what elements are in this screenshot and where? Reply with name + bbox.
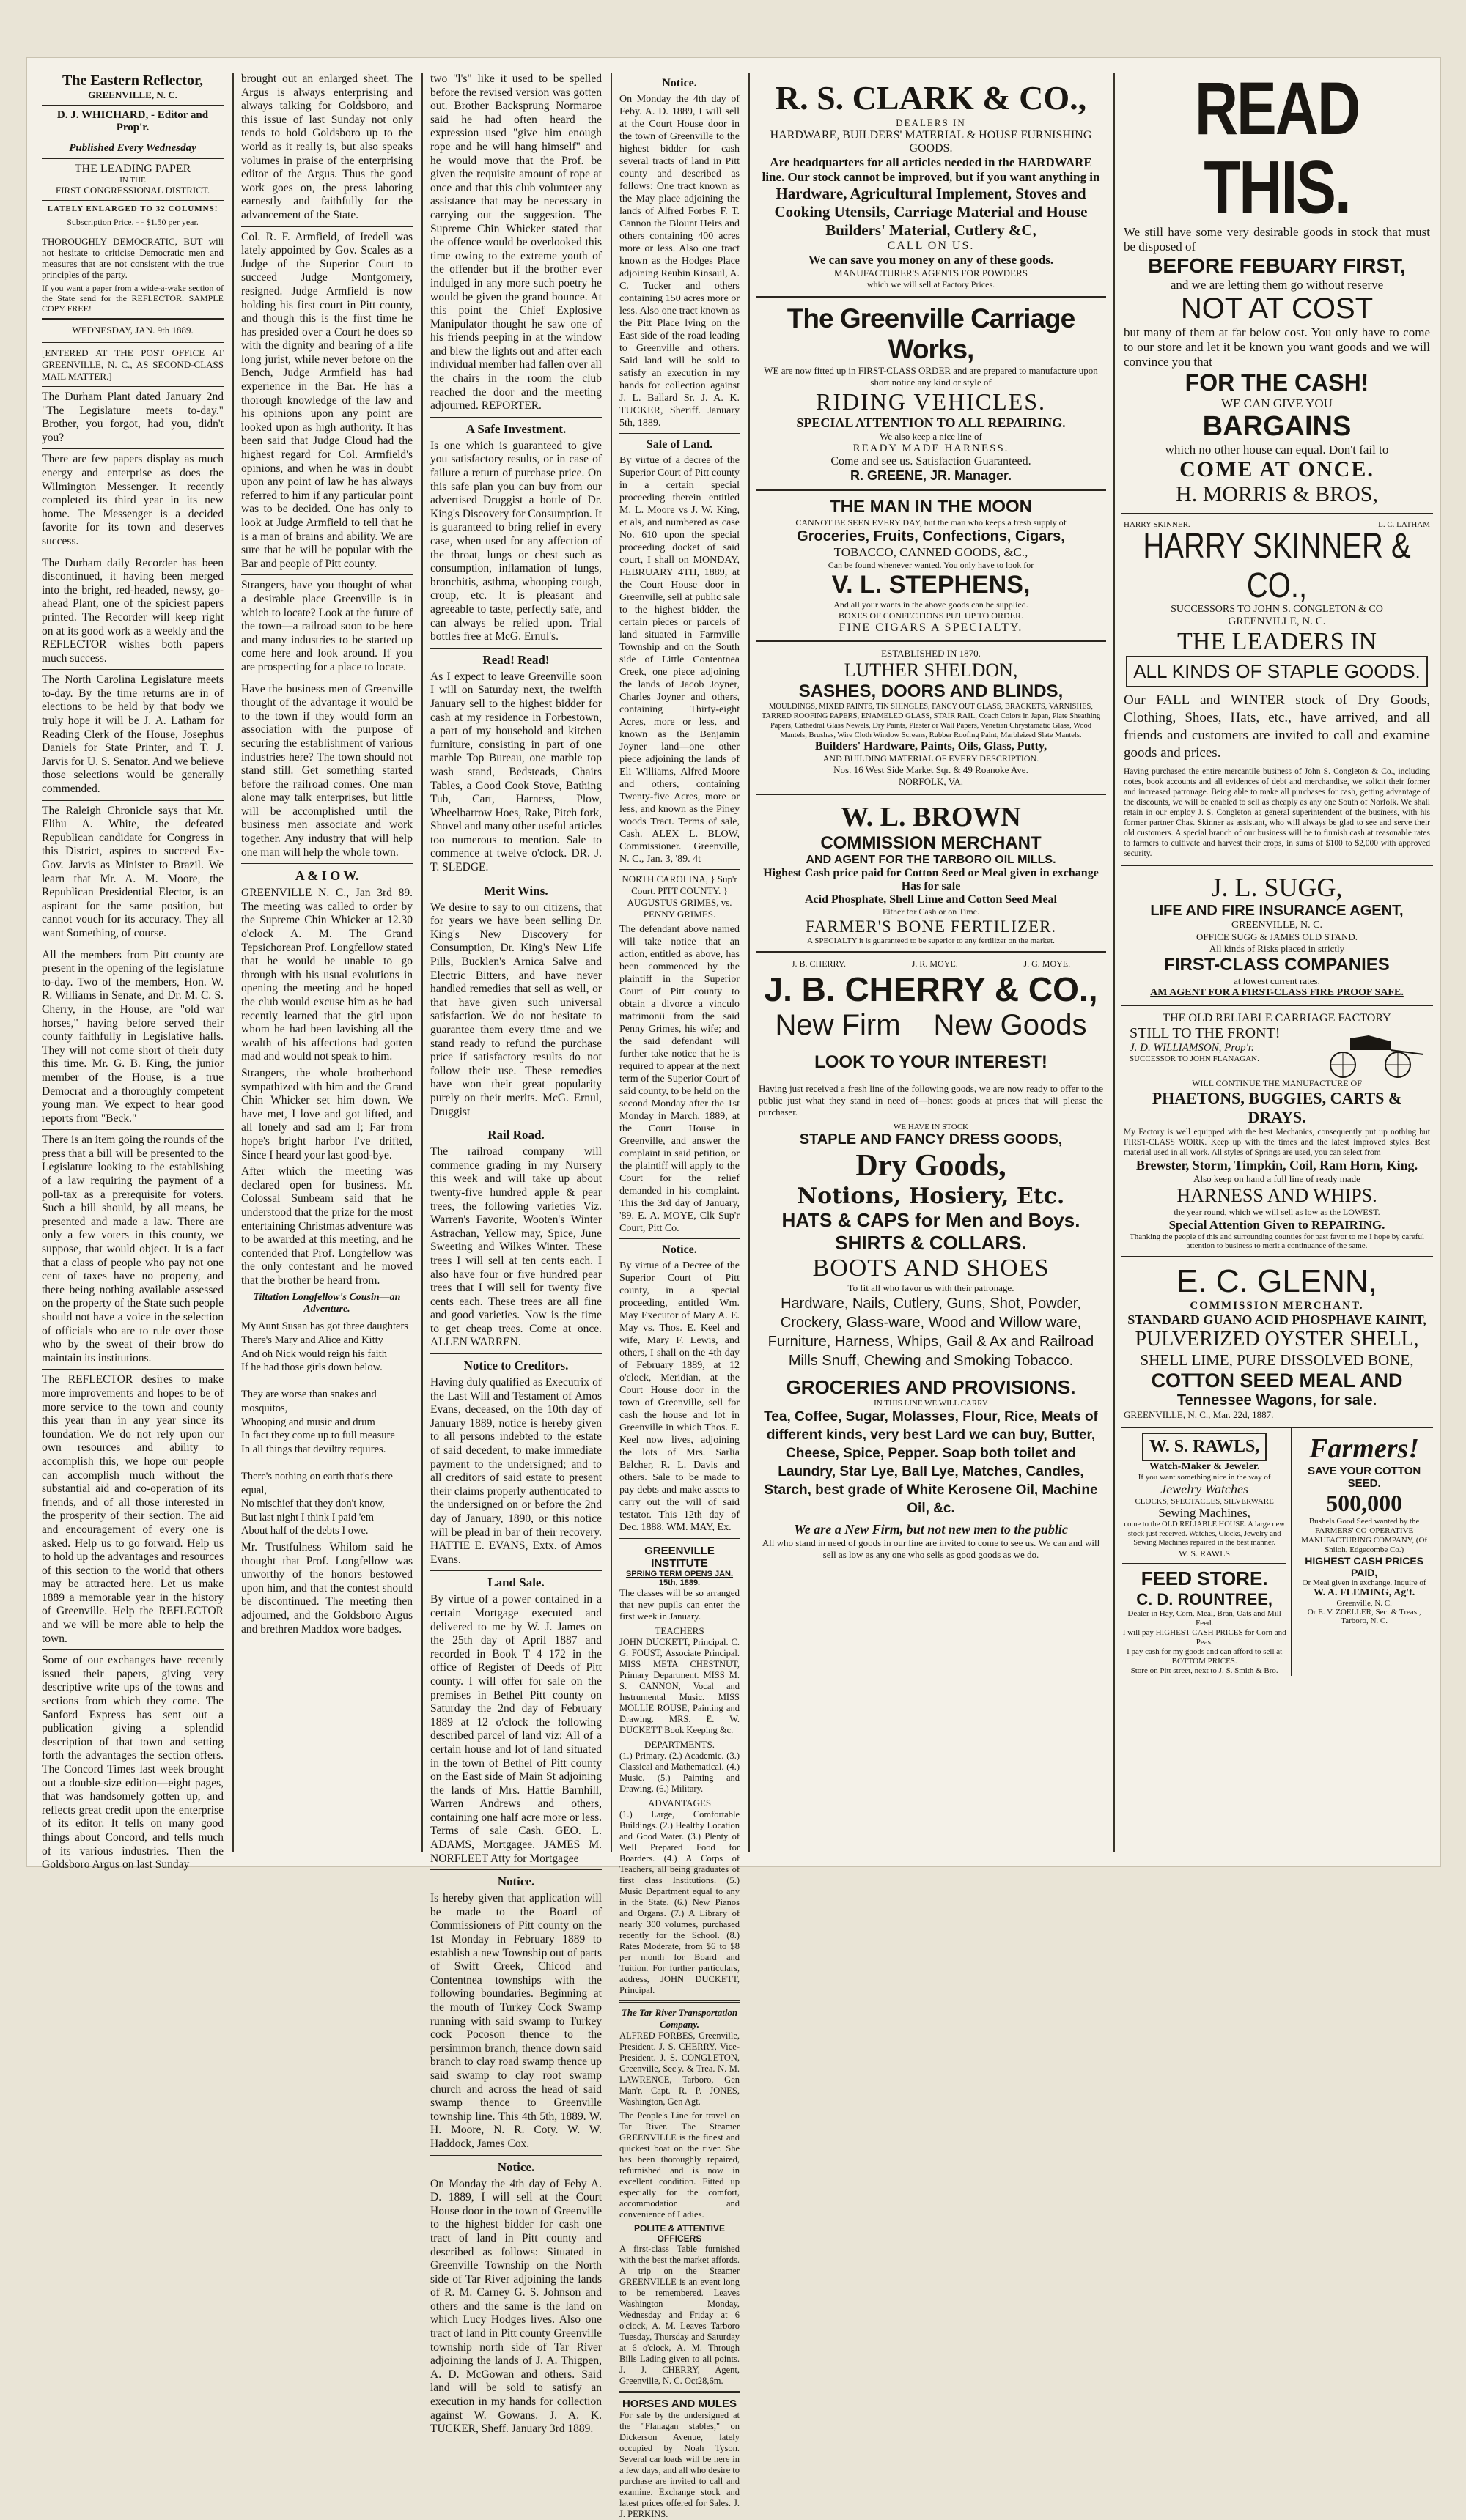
- ad-wl-brown: [756, 795, 1106, 953]
- read-line: and we are letting them go without reserve: [1170, 278, 1384, 292]
- editorial-paragraph: The Raleigh Chronicle says that Mr. Elihu A. White, the defeated Republican candidate for Congress in this District, aspires to succeed Ex-Gov. Jarvis as Minister to Brazil. We learn that Mr. A. M. Moore, the Republican Presidential Elector, is an aspirant for the same position, but cannot vouch for its accuracy. They all want Something, of course.: [42, 804, 224, 939]
- aiow-paragraph: After which the meeting was declared open for business. Mr. Colossal Sunbeam said that he understood that the prize for the most entertaining Christmas adventure was to be awarded at this meeting, and he contended that Prof. Longfellow was the only contestant and he moved that the brother be heard from.: [241, 1165, 413, 1287]
- column-1: [37, 73, 228, 1871]
- subscription-price: Subscription Price. - - $1.50 per year.: [67, 217, 199, 227]
- court-caption: NORTH CAROLINA, } Sup'r Court. PITT COUNTY. } AUGUSTUS GRIMES, vs. PENNY GRIMES.: [622, 873, 737, 920]
- advantages-heading: ADVANTAGES: [647, 1797, 712, 1808]
- divider: [42, 1129, 224, 1130]
- ad-rs-clark: [756, 73, 1106, 298]
- factory-line: PHAETONS, BUGGIES, CARTS & DRAYS.: [1152, 1089, 1402, 1126]
- moon-line: TOBACCO, CANNED GOODS, &C.,: [833, 545, 1028, 559]
- clark-line: We can save you money on any of these goods.: [808, 253, 1054, 267]
- divider: [430, 1869, 602, 1870]
- notice-paragraph: As I expect to leave Greenville soon I will on Saturday next, the twelfth January sell to the highest bidder for cash at my residence in Forbestown, a part of my household and kitchen furniture, consisting in part of one marble Top Bureau, one marble top wash stand, Bedsteads, Chairs Tables, a Good Cook Stove, Bathing Tub, Cart, Harness, Plow, Wheelbarrow Hoes, Rake, Pitch fork, Shovel and many other useful articles too numerous to mention. Sale to commence at twelve o'clock. DR. J. T. SLEDGE.: [430, 670, 602, 874]
- sheldon-est: ESTABLISHED IN 1870.: [881, 648, 981, 659]
- clark-line: CALL ON US.: [887, 240, 975, 252]
- sheldon-line: Nos. 16 West Side Market Sqr. & 49 Roanoke Ave.: [833, 764, 1028, 775]
- aiow-paragraph: GREENVILLE N. C., Jan 3rd 89. The meeting was called to order by the Supreme Chin Whicker at 12.30 o'clock A. M. The Grand Tepsichorean Prof. Longfellow stated that he would be unable to go through with his usual evolutions in opening the meeting and he hoped the club would excuse him as he had recently learned that the girl upon whom he had been lavishing all the wealth of his affections had gotten mad and would not speak to him.: [241, 887, 413, 1063]
- divider: [619, 2000, 740, 2003]
- read-line: FOR THE CASH!: [1185, 369, 1369, 396]
- divider: [619, 869, 740, 870]
- brown-line: Either for Cash or on Time.: [883, 906, 979, 917]
- brown-line: A SPECIALTY it is guaranteed to be superior to any fertilizer on the market.: [807, 936, 1055, 945]
- tar-river-text: A first-class Table furnished with the best the market affords. A trip on the Steamer GREENVILLE is an event long to be remembered. Leaves Washington Monday, Wednesday and Friday at 6 o'clock, A. M. Leaves Tarboro Tuesday, Thursday and Saturday at 6 o'clock, A. M. Through Bills Lading given to all points. J. J. CHERRY, Agent, Greenville, N. C. Oct28,6m.: [619, 2244, 740, 2386]
- cherry-line: All who stand in need of goods in our line are invited to come to see us. We can and will sell as low as any one who sells as good goods as we do.: [762, 1537, 1100, 1560]
- carriage-name: The Greenville Carriage Works,: [787, 303, 1075, 364]
- farmers-line: Bushels Good Seed wanted by the FARMERS' CO-OPERATIVE MANUFACTURING COMPANY, (Of Shiloh, Edgecombe Co.): [1301, 1517, 1428, 1554]
- clark-name: R. S. CLARK & CO.,: [775, 79, 1087, 117]
- policy-notice: THOROUGHLY DEMOCRATIC, BUT will not hesitate to criticise Democratic men and measures that are not consistent with the true principles of the party.: [42, 236, 224, 280]
- clark-line: HARDWARE, BUILDERS' MATERIAL & HOUSE FURNISHING GOODS.: [770, 129, 1092, 155]
- glenn-line: STANDARD GUANO ACID PHOSPHAVE KAINIT,: [1127, 1312, 1426, 1327]
- sugg-line: AM AGENT FOR A FIRST-CLASS FIRE PROOF SAFE.: [1150, 987, 1404, 998]
- ad-read-this: [1121, 67, 1433, 514]
- bottom-ads: [1121, 1428, 1433, 1676]
- buggy-illustration-icon: [1317, 1028, 1427, 1079]
- ad-ws-rawls: [1121, 1428, 1292, 1676]
- ad-man-in-moon: [756, 491, 1106, 642]
- divider: [430, 2155, 602, 2156]
- masthead-place: GREENVILLE, N. C.: [88, 89, 177, 100]
- rawls-line: If you want something nice in the way of: [1138, 1473, 1271, 1482]
- farmers-line: SAVE YOUR COTTON SEED.: [1308, 1465, 1421, 1490]
- cherry-line: SHIRTS & COLLARS.: [835, 1232, 1027, 1254]
- feed-line: Dealer in Hay, Corn, Meal, Bran, Oats and Mill Feed.: [1127, 1608, 1281, 1627]
- divider: [42, 1649, 224, 1650]
- feed-line: I pay cash for my goods and can afford to sell at BOTTOM PRICES.: [1127, 1647, 1283, 1666]
- heading-notice: Notice.: [662, 1244, 697, 1256]
- clark-line: Are headquarters for all articles needed in the HARDWARE line. Our stock cannot be improved, but if you want anything in: [762, 155, 1100, 184]
- skinner-staple-goods: ALL KINDS OF STAPLE GOODS.: [1126, 656, 1428, 687]
- carriage-line: Come and see us. Satisfaction Guaranteed.: [830, 455, 1031, 468]
- tar-river-officers: ALFRED FORBES, Greenville, President. J. S. CHERRY, Vice-President. J. S. CONGLETON, Greenville, Sec'y. & Trea. N. M. LAWRENCE, Tarboro, Gen Man'r. Capt. R. P. JONES, Washington, Gen Agt.: [619, 2031, 740, 2107]
- issue-date: WEDNESDAY, JAN. 9th 1889.: [72, 325, 194, 336]
- brown-line: COMMISSION MERCHANT: [820, 833, 1042, 853]
- read-line: BARGAINS: [1202, 411, 1352, 442]
- rawls-line: W. S. RAWLS: [1179, 1548, 1231, 1559]
- divider: [241, 863, 413, 864]
- rawls-line: CLOCKS, SPECTACLES, SILVERWARE: [1135, 1497, 1274, 1506]
- ad-carriage-factory: [1121, 1006, 1433, 1257]
- partner-name: HARRY SKINNER.: [1124, 520, 1190, 529]
- cherry-line: Hardware, Nails, Cutlery, Guns, Shot, Powder, Crockery, Glass-ware, Wood and Willow ware, Furniture, Harness, Whips, Gail & Ax and Railroad Mills Snuff, Chewing and Smoking Tobacco.: [767, 1296, 1094, 1369]
- departments-list: (1.) Primary. (2.) Academic. (3.) Classical and Mathematical. (4.) Music. (5.) Painting and Drawing. (6.) Military.: [619, 1751, 740, 1794]
- sugg-line: LIFE AND FIRE INSURANCE AGENT,: [1150, 903, 1404, 919]
- heading-rail-road: Rail Road.: [487, 1128, 545, 1142]
- ad-luther-sheldon: [756, 642, 1106, 795]
- moon-stephens: V. L. STEPHENS,: [831, 571, 1031, 599]
- moon-line: BOXES OF CONFECTIONS PUT UP TO ORDER.: [839, 610, 1023, 621]
- feed-line: I will pay HIGHEST CASH PRICES for Corn and Peas.: [1122, 1627, 1286, 1647]
- divider: [241, 226, 413, 227]
- divider: [430, 1353, 602, 1354]
- ad-farmers: [1292, 1428, 1433, 1676]
- poem-title: Tiltation Longfellow's Cousin—an Adventure.: [253, 1292, 401, 1315]
- divider: [619, 1538, 740, 1540]
- factory-line: STILL TO THE FRONT!: [1130, 1025, 1281, 1041]
- moon-name: THE MAN IN THE MOON: [830, 497, 1032, 517]
- clark-line: MANUFACTURER'S AGENTS FOR POWDERS: [834, 267, 1028, 278]
- editorial-paragraph: The REFLECTOR desires to make more improvements and hopes to be of more service to the town and county this year than in any year since its foundation. We do not rely upon our own resources and ability to accomplish this, we hope our people can accomplish much without the substantial aid and co-operation of its friends, and of all those interested in the prosperity of their section. The aid and encouragement of every one is asked. Help us to go forward. Help us to hold up the advantages and resources of this section to the world that others may be attracted here. Let us make 1889 a memorable year in the history of Greenville. Help the REFLECTOR and we will be more able to help the town.: [42, 1373, 224, 1645]
- sheldon-line: MOULDINGS, MIXED PAINTS, TIN SHINGLES, FANCY OUT GLASS, BRACKETS, VARNISHES, TARRED ROOFING PAPERS, ENAMELED GLASS, STAIR RAIL, Coach Colors in Japan, Plate Sheathing Papers, Cathedral Glass Newels, Dry Paints, Plaster or Wall Papers, Venetian Chrystamatic Glass, Wood Mantels, Brushes, Wire Cloth Window Screens, Rubber Roofing Paint, Marbleized Slate Mantels.: [761, 703, 1101, 739]
- glenn-line: GREENVILLE, N. C., Mar. 22d, 1887.: [1124, 1409, 1274, 1420]
- divider: [42, 448, 224, 449]
- carriage-line: READY MADE HARNESS.: [852, 443, 1009, 454]
- notice-paragraph: We desire to say to our citizens, that for years we have been selling Dr. King's New Discovery for Consumption, Dr. King's New Life Pills, Bucklen's Arnica Salve and Electric Bitters, and have never handled remedies that sell as well, or that have given such universal satisfaction. We do not hesitate to guarantee them every time and we stand ready to refund the purchase price if satisfactory results do not follow their use. These remedies have won their great popularity purely on their merits. McG. Ernul, Druggist: [430, 901, 602, 1118]
- cherry-line: Tea, Coffee, Sugar, Molasses, Flour, Rice, Meats of different kinds, very best Lard we can buy, Butter, Cheese, Spice, Pepper. Soap both toilet and Laundry, Star Lye, Ball Lye, Matches, Candles, Starch, best grade of White Kerosene Oil, Machine Oil, &c.: [764, 1409, 1098, 1516]
- ad-ec-glenn: [1121, 1257, 1433, 1428]
- column-6: [1118, 67, 1436, 1852]
- column-3: [426, 73, 606, 2436]
- notice-paragraph: By virtue of a decree of the Superior Court of Pitt county in a certain special proceeding therein entitled M. L. Moore vs J. W. King, et als, and numbered as case No. 610 upon the special proceeding docket of said court, I shall on MONDAY, FEBRUARY 4TH, 1889, at the Court House door in Greenville, sell at public sale to the highest bidder, the certain pieces or parcels of land situated in Farmville Township and on the South side of Little Contentnea Creek, one piece adjoining the lands of Jacob Joyner, Charles Joyner and others, containing Thirty-eight Acres, more or less, and known as the Benjamin Joyner land—one other piece adjoining the lands of Eli Williams, Alfred Moore and others, containing Twenty-five Acres, more or less, and known as the Piney woods Tract. Terms of sale, Cash. ALEX L. BLOW, Commissioner. Greenville, N. C., Jan. 3, '89. 4t: [619, 455, 740, 865]
- factory-line: the year round, which we will sell as low as the LOWEST.: [1174, 1207, 1380, 1217]
- divider: [619, 433, 740, 434]
- factory-line: WILL CONTINUE THE MANUFACTURE OF: [1192, 1078, 1362, 1088]
- clark-line: Hardware, Agricultural Implement, Stoves and Cooking Utensils, Carriage Material and House Builders' Material, Cutlery &C,: [774, 185, 1088, 239]
- feed-line: Store on Pitt street, next to J. S. Smith & Bro.: [1130, 1666, 1278, 1675]
- glenn-line: COTTON SEED MEAL AND: [1151, 1370, 1403, 1392]
- divider: [1122, 1563, 1286, 1564]
- brown-name: W. L. BROWN: [841, 802, 1021, 832]
- divider: [430, 648, 602, 649]
- cherry-partners: [759, 958, 1103, 969]
- divider: [42, 158, 224, 159]
- skinner-line: Having purchased the entire mercantile business of John S. Congleton & Co., including notes, book accounts and all evidences of debt and merchandise, we solicit their former and increased patronage. Being able to make all purchases for cash, getting advantage of the discounts, we will be enabled to sell as cheaply as any one South of Norfolk. We shall retain in our employ J. S. Congleton as general superintendent of the business, with his former partner Chas. Skinner as assistant, who will always be glad to see and serve their old customers. A special branch of our business will be to furnish cash at reasonable rates to farmers to cultivate and harvest their crops, in sums of $100 to $2,000 with approved security.: [1124, 767, 1430, 858]
- sheldon-line: SASHES, DOORS AND BLINDS,: [798, 681, 1064, 701]
- cherry-line: We are a New Firm, but not new men to the public: [794, 1522, 1068, 1537]
- read-this-heading: READ THIS.: [1194, 67, 1360, 229]
- cherry-dry-goods: Dry Goods,: [855, 1149, 1006, 1183]
- advantages-list: (1.) Large, Comfortable Buildings. (2.) Healthy Location and Good Water. (3.) Plenty of Well Prepared Food for Boarders. (4.) A Corps of Teachers, all being graduates of first class Institutions. (5.) Music Department equal to any in the State. (6.) New Pianos and Organs. (7.) A Library of nearly 300 volumes, purchased recently for the School. (8.) Rates Moderate, from $6 to $8 per month for Board and Tuition. For further particulars, address, JOHN DUCKETT, Principal.: [619, 1809, 740, 1995]
- factory-line: HARNESS AND WHIPS.: [1176, 1185, 1377, 1206]
- divider: [42, 669, 224, 670]
- sugg-line: All kinds of Risks placed in strictly: [1209, 943, 1345, 954]
- sheldon-line: Builders' Hardware, Paints, Oils, Glass, Putty,: [814, 740, 1047, 753]
- divider: [42, 1369, 224, 1370]
- heading-notice: Notice.: [497, 1874, 535, 1889]
- farmers-line: Greenville, N. C.: [1336, 1599, 1392, 1608]
- notice-paragraph: The defendant above named will take notice that an action, entitled as above, has been commenced by the plaintiff in the Superior Court of Pitt county to obtain a divorce a vinculo matrimonii from the said Penny Grimes, his wife; and the said defendant will further take notice that he is required to appear at the next term of the Superior Court of said county, to be held on the second Monday after the 1st Monday in March, 1889, at the Court House in Greenville, and answer the complaint in said petition, or the plaintiff will apply to the Court for the relief demanded in his complaint. This the 3rd day of January, '89. E. A. MOYE, Clk Sup'r Court, Pitt Co.: [619, 924, 740, 1234]
- cherry-name: J. B. CHERRY & CO.,: [764, 970, 1098, 1008]
- column-rule: [1113, 73, 1115, 1852]
- factory-line: SUCCESSOR TO JOHN FLANAGAN.: [1130, 1054, 1259, 1063]
- notice-paragraph: By virtue of a power contained in a certain Mortgage executed and delivered to me by W. J. James on the 25th day of April 1887 and recorded in Book T 4 172 in the office of Register of Deeds of Pitt county. I will offer for sale on the premises in Bethel Pitt county on Saturday the 2nd day of February 1889 at 12 o'clock the following described parcel of land viz: All of a certain house and lot of land situated in the town of Bethel of Pitt county on the East side of Main St adjoining the lands of Mrs. Hattie Barnhill, Warren Andrews and others, containing one half acre more or less. Terms of sale Cash. GEO. L. ADAMS, Mortgagee. JAMES M. NORFLEET Atty for Mortgagee: [430, 1593, 602, 1865]
- partner-name: J. B. CHERRY.: [791, 958, 846, 969]
- masthead-schedule: Published Every Wednesday: [69, 142, 196, 154]
- editorial-paragraph: The North Carolina Legislature meets to-day. By the time returns are in of elections to be held by that body we truly hope it will be J. A. Latham for Reading Clerk of the House, Josephus Daniels for State Printer, and T. J. Jarvis for U. S. Senator. And we believe those selections would be generally commended.: [42, 673, 224, 796]
- brown-line: Acid Phosphate, Shell Lime and Cotton Seed Meal: [804, 893, 1057, 906]
- feed-store-heading: FEED STORE.: [1141, 1567, 1268, 1589]
- cherry-line: IN THIS LINE WE WILL CARRY: [874, 1399, 988, 1408]
- editorial-paragraph: There are few papers display as much energy and enterprise as does the Wilmington Messenger. It recently completed its third year in its new home. The Messenger is a decided favorite for its town and deserves success.: [42, 453, 224, 547]
- brown-line: Highest Cash price paid for Cotton Seed or Meal given in exchange Has for sale: [763, 867, 1099, 893]
- notice-paragraph: Is one which is guaranteed to give you satisfactory results, or in case of failure a return of purchase price. On this safe plan you can buy from our advertised Druggist a bottle of Dr. King's Discovery for Consumption. It is guaranteed to bring relief in every case, when used for any affection of the throat, lungs or chest such as consumption, inflamation of lungs, bronchitis, asthma, whooping cough, croup, etc. It is pleasant and agreeable to taste, perfectly safe, and can always be relied upon. Trial bottles free at McG. Ernul's.: [430, 439, 602, 643]
- tar-river-heading: The Tar River Transportation Company.: [621, 2007, 738, 2030]
- article-paragraph: two "l's" like it used to be spelled before the revised version was gotten out. Brother Backsprung Normaroe said he had often heard the expression used "give him enough rope and he will hang himself" and he would move that the Prof. be given the requisite amount of rope at once and that this club volunteer any assistance that may be necessary in carrying out the suggestion. The Supreme Chin Whicker stated that the offence would be overlooked this time owing to the extreme youth of the offender but if the brother ever indulged in any more such poetry he would be given the grand bounce. At this point the Chief Explosive Manipulator thought he saw one of his friends peeping in at the window and blew the lights out and after each individual member had fallen over all the chairs in the room the club reached the door and the meeting adjourned. REPORTER.: [430, 73, 602, 413]
- sample-offer: If you want a paper from a wide-a-wake section of the State send for the REFLECTOR. SAMPLE COPY FREE!: [42, 283, 224, 314]
- carriage-line: RIDING VEHICLES.: [815, 388, 1047, 415]
- heading-safe-investment: A Safe Investment.: [465, 421, 567, 436]
- read-line: BEFORE FEBUARY FIRST,: [1148, 254, 1406, 277]
- moon-line: And all your wants in the above goods can be supplied.: [833, 599, 1028, 610]
- cherry-line: WE HAVE IN STOCK: [894, 1123, 968, 1131]
- ad-jl-sugg: [1121, 866, 1433, 1006]
- read-line: which no other house can equal. Don't fail to: [1165, 443, 1389, 457]
- factory-line: Also keep on hand a full line of ready made: [1193, 1173, 1360, 1184]
- moon-line: Can be found whenever wanted. You only have to look for: [828, 560, 1034, 570]
- divider: [241, 574, 413, 575]
- tagline-2: IN THE: [119, 176, 146, 185]
- divider: [430, 1570, 602, 1571]
- brown-line: FARMER'S BONE FERTILIZER.: [805, 917, 1057, 936]
- heading-merit-wins: Merit Wins.: [484, 883, 548, 898]
- institute-term: SPRING TERM OPENS JAN. 15th, 1889.: [625, 1570, 734, 1587]
- cherry-look: LOOK TO YOUR INTEREST!: [814, 1052, 1047, 1072]
- divider: [430, 417, 602, 418]
- article-paragraph: brought out an enlarged sheet. The Argus is always enterprising and always talking for Goldsboro, and this issue of last Sunday not only tends to hold Goldsboro up to the world as it really is, but also speaks volumes in praise of the enterprising editor of the Argus. Thus the good work goes on, the press laboring earnestly and faithfully for the advancement of the State.: [241, 73, 413, 221]
- farmers-line: 500,000: [1326, 1490, 1403, 1516]
- factory-line: Special Attention Given to REPAIRING.: [1168, 1218, 1385, 1232]
- editorial-paragraph: The Durham Plant dated January 2nd "The Legislature meets to-day." Brother, you forgot, had you, didn't you?: [42, 391, 224, 444]
- divider: [42, 386, 224, 387]
- ad-jb-cherry: [756, 953, 1106, 1567]
- article-paragraph: Col. R. F. Armfield, of Iredell was lately appointed by Gov. Scales as a Judge of the Superior Court to succeed Judge Montgomery, resigned. Judge Armfield is now holding his first court in Pitt county, and though this is the first time he has presided over a Court he does so with the dignity and bearing of a life long jurist, while never before on the Bench, Judge Armfield has had experience in the Bar. He has a thorough knowledge of the law and his opinions upon any point are looked upon as high authority. It has been said that Judge Cloud had the highest regard for Col. Armfield's opinions, and when he was in doubt upon any point of law he has always referred to him if any particular point was to be decided. One has only to look at Judge Armfield to tell that he is a man of brains and ability. We are sure that he will be popular with the Bar and people of Pitt county.: [241, 230, 413, 570]
- sheldon-name: LUTHER SHELDON,: [844, 659, 1018, 681]
- sheldon-line: NORFOLK, VA.: [898, 776, 963, 787]
- glenn-line: COMMISSION MERCHANT.: [1190, 1300, 1364, 1312]
- heading-notice-creditors: Notice to Creditors.: [463, 1359, 569, 1373]
- farmers-line: Or E. V. ZOELLER, Sec. & Treas., Tarboro, N. C.: [1307, 1608, 1421, 1625]
- tar-river-subheading: POLITE & ATTENTIVE OFFICERS: [633, 2223, 725, 2244]
- moon-line: FINE CIGARS A SPECIALTY.: [839, 621, 1023, 634]
- farmers-line: HIGHEST CASH PRICES PAID,: [1305, 1555, 1424, 1578]
- read-line: We still have some very desirable goods in stock that must be disposed of: [1124, 225, 1430, 254]
- tagline-3: FIRST CONGRESSIONAL DISTRICT.: [55, 185, 210, 196]
- rawls-line: come to the OLD RELIABLE HOUSE. A large new stock just received. Watches, Clocks, Jewelry and Sewing Machines repaired in the best manner.: [1124, 1521, 1285, 1547]
- rawls-name: W. S. RAWLS,: [1142, 1433, 1267, 1461]
- read-line: H. MORRIS & BROS,: [1176, 482, 1378, 506]
- newspaper-page: [26, 57, 1441, 2519]
- cherry-line: GROCERIES AND PROVISIONS.: [786, 1376, 1076, 1398]
- read-line: NOT AT COST: [1180, 292, 1374, 325]
- cherry-line: Having just received a fresh line of the following goods, we are now ready to offer to the public just what they stand in need of—honest goods at prices that will please the purchaser.: [759, 1083, 1103, 1117]
- institute-heading: GREENVILLE INSTITUTE: [644, 1545, 715, 1570]
- farmers-line: W. A. FLEMING, Ag't.: [1313, 1587, 1415, 1598]
- carriage-line: R. GREENE, JR. Manager.: [850, 468, 1012, 483]
- column-rule: [232, 73, 234, 1852]
- sheldon-line: AND BUILDING MATERIAL OF EVERY DESCRIPTION.: [822, 753, 1039, 764]
- aiow-heading: A & I O W.: [295, 868, 359, 884]
- article-paragraph: Have the business men of Greenville thought of the advantage it would be to the town if they would form an association with the purpose of securing the establishment of various industries here? The town should not stand still. Get something started before the railroad comes. One man alone may talk enterprises, but little will be accomplished until the business men associate and work together. Any industry that will help one man will help the whole town.: [241, 682, 413, 859]
- teachers-heading: TEACHERS: [655, 1625, 704, 1636]
- aiow-paragraph: Strangers, the whole brotherhood sympathized with him and the Grand Chin Whicker set him down. We have met, I love and got lifted, and all lonely and sad am I; Far from hope's bright harbor I've drifted, Since I heard your last good-bye.: [241, 1066, 413, 1161]
- new-goods: New Goods: [933, 1009, 1087, 1041]
- clark-line: which we will sell at Factory Prices.: [866, 279, 995, 289]
- masthead-editor: D. J. WHICHARD, - Editor and Prop'r.: [56, 109, 209, 133]
- carriage-line: We also keep a nice line of: [880, 431, 982, 442]
- skinner-line: SUCCESSORS TO JOHN S. CONGLETON & CO: [1171, 604, 1383, 615]
- rawls-line: Jewelry Watches: [1160, 1482, 1249, 1496]
- cherry-line: HATS & CAPS for Men and Boys.: [781, 1209, 1080, 1231]
- read-line: COME AT ONCE.: [1179, 457, 1374, 481]
- moon-line: CANNOT BE SEEN EVERY DAY, but the man who keeps a fresh supply of: [795, 517, 1067, 528]
- skinner-line: THE LEADERS IN: [1177, 628, 1377, 655]
- glenn-name: E. C. GLENN,: [1176, 1263, 1377, 1299]
- column-rule: [748, 73, 750, 1852]
- masthead-title: The Eastern Reflector,: [62, 73, 203, 89]
- cherry-line: Notions, Hosiery, Etc.: [797, 1183, 1065, 1209]
- editorial-paragraph: Some of our exchanges have recently issued their papers, giving very descriptive write ups of the towns and sections from which they come. The Sanford Express has sent out a publication giving a splendid description of that town and setting forth the advantages the section offers. The Concord Times last week brought out a double-size edition—eight pages, that was handsomely gotten up, and reflects great credit upon the enterprise of its editor. It tells on many good things about Concord, and tells much of its various industries. Then the Goldsboro Argus on last Sunday: [42, 1654, 224, 1871]
- editorial-paragraph: All the members from Pitt county are present in the opening of the legislature to-day. Two of the members, Hon. W. R. Williams in Senate, and Dr. M. C. S. Cherry, in the House, are "old war horses," having before served their county faithfully in Legislative halls. They will not come short of their duty this time. Mr. G. B. King, the junior member of the House, is a true Democrat and a thoroughly competent young man. We expect to hear good reports from "Beck.": [42, 948, 224, 1125]
- notice-paragraph: Having duly qualified as Executrix of the Last Will and Testament of Amos Evans, deceased, on the 10th day of January 1889, notice is hereby given to all persons indebted to the estate of said decedent, to make immediate payment to the undersigned; and to all creditors of said estate to present their claims properly authenticated to the undersigned on or before the 2nd day of January, 1890, or this notice will be plead in bar of their recovery. HATTIE E. EVANS, Extx. of Amos Evans.: [430, 1376, 602, 1566]
- notice-paragraph: Is hereby given that application will be made to the Board of Commissioners of Pitt county on the 1st Monday in February 1889 to establish a new Township out of parts of Swift Creek, Chicod and Contentnea townships with the following boundaries. Beginning at the mouth of Turkey Cock Swamp running with said swamp to Turkey cock Pocoson thence to the persimmon branch, thence down said branch to clay road swamp thence up said swamp to clay root swamp church and across the head of said swamp thence to Greenville township line. This 4th 5th, 1889. W. H. Moore, N. R. Coty. W. W. Haddock, James Cox.: [430, 1892, 602, 2150]
- tar-river-text: The People's Line for travel on Tar River. The Steamer GREENVILLE is the finest and quickest boat on the river. She has been thoroughly repaired, refurnished and is now in excellent condition. Fitted up especially for the comfort, accommodation and convenience of Ladies.: [619, 2110, 740, 2220]
- column-4: [615, 73, 744, 2519]
- divider: [42, 341, 224, 343]
- carriage-line: WE are now fitted up in FIRST-CLASS ORDER and are prepared to manufacture upon short notice any kind or style of: [764, 365, 1098, 388]
- factory-line: J. D. WILLIAMSON, Prop'r.: [1130, 1042, 1254, 1054]
- column-rule: [421, 73, 423, 1852]
- read-line: WE CAN GIVE YOU: [1221, 396, 1333, 410]
- cherry-new: [759, 1009, 1103, 1042]
- glenn-line: Tennessee Wagons, for sale.: [1176, 1392, 1377, 1408]
- divider: [42, 200, 224, 201]
- rawls-line: Sewing Machines,: [1158, 1506, 1250, 1520]
- heading-notice: Notice.: [662, 77, 697, 89]
- factory-line: THE OLD RELIABLE CARRIAGE FACTORY: [1163, 1012, 1391, 1024]
- divider: [42, 105, 224, 106]
- feed-line: C. D. ROUNTREE,: [1136, 1589, 1273, 1608]
- heading-notice: Notice.: [497, 2159, 535, 2174]
- notice-paragraph: The railroad company will commence grading in my Nursery this week and will take up about twenty-five hundred apple & pear trees, the following varieties Viz. Warren's Favorite, Wooten's Winter Astrachan, Yellow may, Spice, June Sweeting and Wilkes Winter. These trees I will sell at ten cents each. I also have four or five hundred pear trees that I will sell for twenty five cents each. These trees are all fine and good varieties. Now is the time to get cheap trees. Come at once. ALLEN WARREN.: [430, 1145, 602, 1349]
- enlarged-notice: LATELY ENLARGED TO 32 COLUMNS!: [47, 204, 218, 213]
- divider: [619, 2391, 740, 2393]
- partner-name: J. G. MOYE.: [1023, 958, 1071, 969]
- heading-land-sale: Land Sale.: [487, 1575, 545, 1590]
- skinner-line: GREENVILLE, N. C.: [1228, 616, 1326, 627]
- moon-line: Groceries, Fruits, Confections, Cigars,: [797, 528, 1065, 544]
- partner-name: J. R. MOYE.: [911, 958, 958, 969]
- sugg-line: OFFICE SUGG & JAMES OLD STAND.: [1196, 931, 1358, 942]
- heading-read: Read! Read!: [482, 652, 550, 667]
- cherry-line: To fit all who favor us with their patronage.: [847, 1282, 1014, 1293]
- glenn-line: SHELL LIME, PURE DISSOLVED BONE,: [1140, 1351, 1414, 1369]
- factory-line: Thanking the people of this and surrounding counties for past favor to me I hope by careful attention to business to merit a continuance of the same.: [1130, 1233, 1424, 1250]
- sugg-line: GREENVILLE, N. C.: [1231, 920, 1323, 931]
- article-paragraph: Mr. Trustfulness Whilom said he thought that Prof. Longfellow was unworthy of the honors bestowed upon him, and that the contest should be discontinued. The meeting then adjourned, and the Goldsboro Argus and brethren Maddox wore badges.: [241, 1540, 413, 1636]
- skinner-name: HARRY SKINNER & CO.,: [1143, 527, 1411, 605]
- sugg-name: J. L. SUGG,: [1211, 873, 1343, 902]
- factory-line: My Factory is well equipped with the best Mechanics, consequently put up nothing but FIRST-CLASS WORK. Keep up with the times and the latest improved styles. Best material used in all work. All styles of Springs are used, you can select from: [1124, 1128, 1430, 1157]
- brown-line: AND AGENT FOR THE TARBORO OIL MILLS.: [806, 854, 1056, 866]
- cherry-line: STAPLE AND FANCY DRESS GOODS,: [799, 1131, 1063, 1148]
- sugg-line: FIRST-CLASS COMPANIES: [1164, 955, 1390, 975]
- skinner-line: Our FALL and WINTER stock of Dry Goods, Clothing, Shoes, Hats, etc., have arrived, and all friends and customers are invited to call and examine goods and prices.: [1124, 692, 1430, 761]
- cherry-line: BOOTS AND SHOES: [812, 1255, 1050, 1282]
- new-firm: New Firm: [775, 1009, 901, 1041]
- rawls-line: Watch-Maker & Jeweler.: [1149, 1461, 1260, 1472]
- editorial-paragraph: There is an item going the rounds of the press that a bill will be presented to the Legislature looking to the establishing of a law requiring the payment of a poll-tax as a prerequisite for voters. Such a bill should, by all means, be presented and made a law. There are only a few voters in this county, we suppose, that would object. It is a fact that a class of people who pay not one cent of taxes have no property, and there being nothing available assessed on the property of the State such people should not have a voice in the selection of officials who are to rule over those who by the sweat of their brow do maintain its institutions.: [42, 1134, 224, 1364]
- institute-text: The classes will be so arranged that new pupils can enter the first week in January.: [619, 1587, 740, 1622]
- article-paragraph: Strangers, have you thought of what a desirable place Greenville is in which to locate? Look at the future of the town—a railroad soon to be here and many industries to be started up come here and look around. If you are prospecting for a place to locate.: [241, 579, 413, 673]
- poem-text: My Aunt Susan has got three daughters There's Mary and Alice and Kitty And oh Nick would reign his faith If he had those girls down below. They are worse than snakes and mosquitos, Whooping and music and drum In fact they come up to full measure In all things that deviltry requires. There's nothing on earth that's there equal, No mischief that they don't know, But last night I think I paid 'em About half of the debts I owe.: [241, 1320, 408, 1537]
- notice-paragraph: On Monday the 4th day of Feby. A. D. 1889, I will sell at the Court House door in the town of Greenville to the highest bidder for cash several tracts of land in Pitt county and described as follows: One tract known as the May place adjoining the lands of Alfred Forbes F. T. Cannon the Blount Heirs and others containing 400 acres more or less. Also one tract known as the Hodges Place adjoining Reubin Kinsaul, A. C. Tucker and others containing 150 acres more or less. Also one tract known as the Pitt Place lying on the East side of the road leading to Greenville and others. Said land will be sold to satisfy an execution in my hands for collection against J. L. Ballard Sr. J. A. K. TUCKER, Sheriff. January 5th, 1889.: [619, 94, 740, 429]
- heading-sale-of-land: Sale of Land.: [646, 438, 713, 451]
- partner-name: L. C. LATHAM: [1378, 520, 1430, 529]
- sugg-line: at lowest current rates.: [1234, 975, 1320, 986]
- carriage-line: SPECIAL ATTENTION TO ALL REPAIRING.: [796, 415, 1066, 430]
- read-line: but many of them at far below cost. You only have to come to our store and let it be known you want goods and we will convince you that: [1124, 325, 1430, 369]
- notice-paragraph: By virtue of a Decree of the Superior Court of Pitt county, in a special proceeding, entitled Wm. May Executor of Mary A. E. May vs. Thos. E. Keel and wife, Mary F. Lewis, and others, I shall on the 4th day of February 1889, at 12 o'clock, Meridian, at the Court House door in the town of Greenville, sell for cash the house and lot in Greenville in which Thos. E. Keel now lives, adjoining the lots of Mrs. Sarlia Belcher, R. L. Davis and others. Sale to be made to pay debts and make assets to carry out the will of said testator. This 12th day of Dec. 1888. WM. MAY, Ex.: [619, 1260, 740, 1533]
- horses-heading: HORSES AND MULES: [622, 2398, 737, 2410]
- farmers-heading: Farmers!: [1309, 1433, 1420, 1464]
- editorial-paragraph: The Durham daily Recorder has been discontinued, it having been merged into the bright, red-headed, newsy, go-ahead Plant, one of the spiciest papers printed. The Recorder will keep right on at its good work as a weekly and the REFLECTOR wishes both papers much success.: [42, 556, 224, 665]
- divider: [619, 1238, 740, 1239]
- entered-notice: [ENTERED AT THE POST OFFICE AT GREENVILLE, N. C., AS SECOND-CLASS MAIL MATTER.]: [42, 347, 224, 382]
- notice-paragraph: On Monday the 4th day of Feby A. D. 1889, I will sell at the Court House door in the town of Greenville to the highest bidder for cash one tract of land in Pitt county and described as follows: Situated in Greenville Township on the North side of Tar River adjoining the lands of R. M. Carney G. S. Johnson and others and the same is the land on which Lucy Hodges lives. Also one tract of land in Pitt county Greenville township north side of Tar River adjoining the lands of J. A. Thigpen, A. D. McGowan and others. Said land will be sold to satisfy an execution in my hands for collection against W. Gowans. J. A. K. TUCKER, Sheff. January 3rd 1889.: [430, 2177, 602, 2436]
- column-rule: [611, 73, 612, 1852]
- tagline-1: THE LEADING PAPER: [74, 163, 191, 175]
- glenn-line: PULVERIZED OYSTER SHELL,: [1135, 1328, 1419, 1350]
- divider: [42, 318, 224, 320]
- divider: [42, 800, 224, 801]
- ad-carriage-works: [756, 298, 1106, 491]
- teachers-list: JOHN DUCKETT, Principal. C. G. FOUST, Associate Principal. MISS META CHESTNUT, Primary Department. MISS M. S. CANNON, Vocal and Instrumental Music. MISS MOLLIE ROUSE, Painting and Drawing. MRS. E. W. DUCKETT Book Keeping &c.: [619, 1637, 740, 1735]
- column-5: [753, 73, 1109, 1852]
- column-2: [237, 73, 417, 1852]
- farmers-line: Or Meal given in exchange. Inquire of: [1302, 1578, 1426, 1587]
- horses-text: For sale by the undersigned at the "Flanagan stables," on Dickerson Avenue, lately occupied by Noah Tyson. Several car loads will be here in a few days, and all who desire to purchase are invited to call and examine. Exchange stock and latest prices offered for Sales. J. J. PERKINS.: [619, 2410, 740, 2519]
- factory-line: Brewster, Storm, Timpkin, Coil, Ram Horn, King.: [1135, 1158, 1418, 1172]
- departments-heading: DEPARTMENTS.: [644, 1739, 715, 1750]
- ad-harry-skinner: [1121, 514, 1433, 866]
- clark-dealers: DEALERS IN: [896, 117, 966, 128]
